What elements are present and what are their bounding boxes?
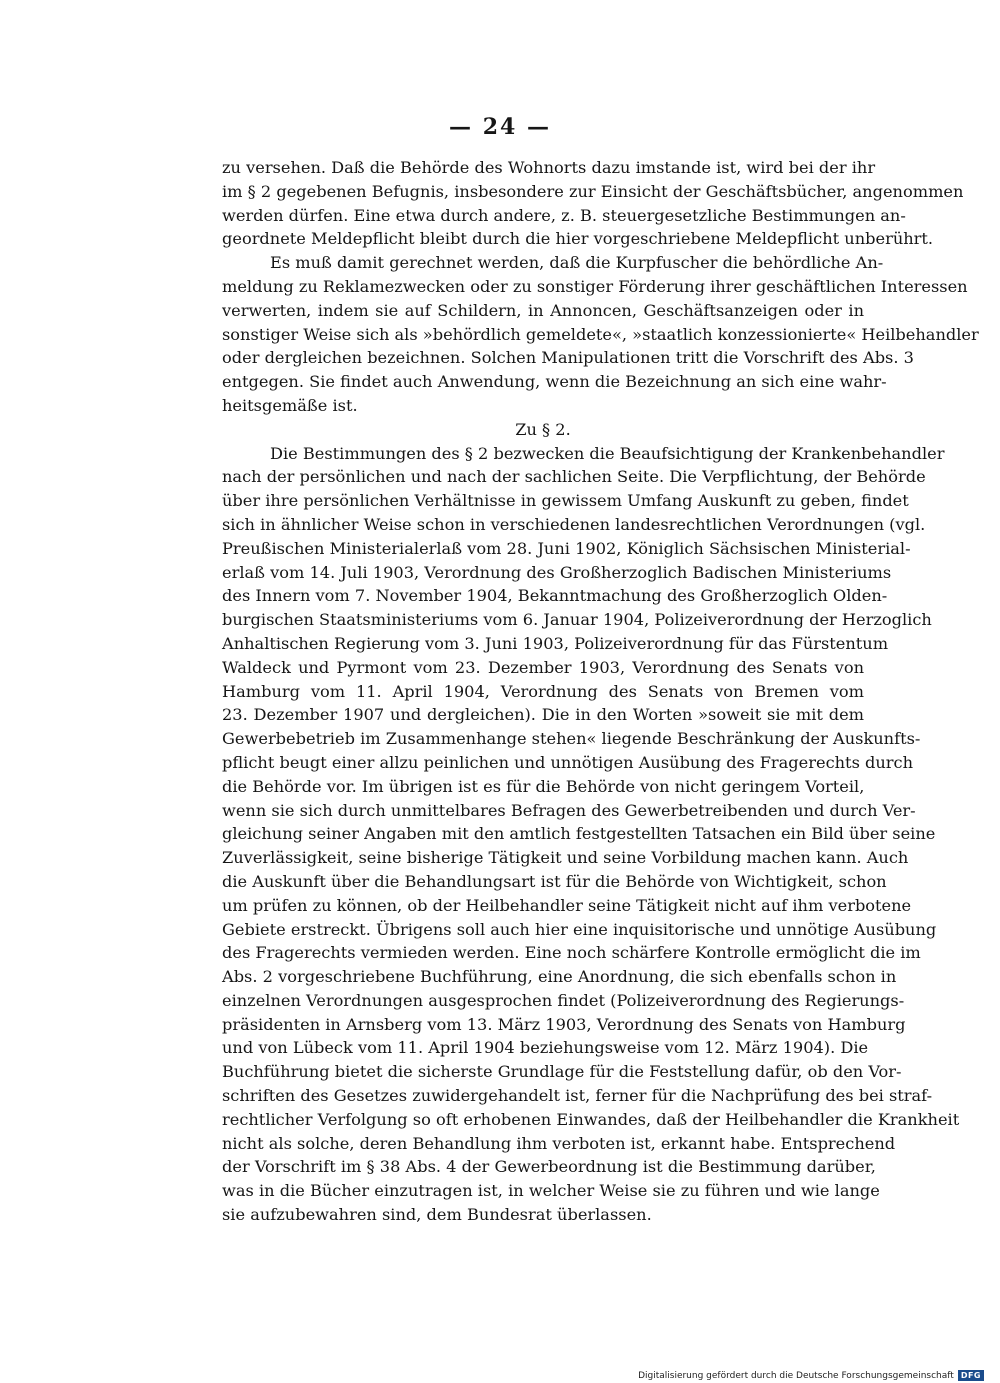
text-line: zu versehen. Daß die Behörde des Wohnorts dazu imstande ist, wird bei der ihr bbox=[222, 158, 876, 177]
text-line: über ihre persönlichen Verhältnisse in gewissem Umfang Auskunft zu geben, findet bbox=[222, 491, 909, 511]
text-line: nach der persönlichen und nach der sachlichen Seite. Die Verpflichtung, der Behörde bbox=[222, 467, 926, 487]
text-line: sich in ähnlicher Weise schon in verschiedenen landesrechtlichen Verordnungen (vgl. bbox=[222, 514, 926, 534]
text-line: Die Bestimmungen des § 2 bezwecken die Beaufsichtigung der Krankenbehandler bbox=[270, 443, 945, 463]
text-line: burgischen Staatsministeriums vom 6. Januar 1904, Polizeiverordnung der Herzoglich bbox=[222, 610, 932, 630]
text-line: Es muß damit gerechnet werden, daß die Kurpfuscher die behördliche An- bbox=[270, 253, 884, 273]
text-line: um prüfen zu können, ob der Heilbehandler seine Tätigkeit nicht auf ihm verbotene bbox=[222, 895, 912, 915]
text-line: Zuverlässigkeit, seine bisherige Tätigkeit und seine Vorbildung machen kann. Auch bbox=[222, 848, 909, 868]
text-line: was in die Bücher einzutragen ist, in welcher Weise sie zu führen und wie lange bbox=[222, 1181, 880, 1201]
text-line: schriften des Gesetzes zuwidergehandelt ist, ferner für die Nachprüfung des bei straf- bbox=[222, 1086, 933, 1106]
text-line: nicht als solche, deren Behandlung ihm verboten ist, erkannt habe. Entsprechend bbox=[222, 1133, 896, 1153]
text-line: des Fragerechts vermieden werden. Eine noch schärfere Kontrolle ermöglicht die im bbox=[222, 943, 921, 963]
text-line: und von Lübeck vom 11. April 1904 beziehungsweise vom 12. März 1904). Die bbox=[222, 1038, 869, 1058]
text-line: oder dergleichen bezeichnen. Solchen Manipulationen tritt die Vorschrift des Abs. 3 bbox=[222, 348, 914, 368]
section-heading: Zu § 2. bbox=[515, 419, 571, 439]
text-line: verwerten, indem sie auf Schildern, in Annoncen, Geschäftsanzeigen oder in bbox=[222, 300, 864, 320]
text-line: Gebiete erstreckt. Übrigens soll auch hier eine inquisitorische und unnötige Ausübung bbox=[222, 919, 937, 939]
text-line: rechtlicher Verfolgung so oft erhobenen Einwandes, daß der Heilbehandler die Krankheit bbox=[222, 1109, 960, 1129]
footer-credit: Digitalisierung gefördert durch die Deutsche Forschungsgemeinschaft bbox=[638, 1370, 954, 1381]
text-line: der Vorschrift im § 38 Abs. 4 der Gewerbeordnung ist die Bestimmung darüber, bbox=[222, 1157, 876, 1177]
body-text bbox=[222, 156, 979, 1227]
text-line: die Auskunft über die Behandlungsart ist für die Behörde von Wichtigkeit, schon bbox=[222, 871, 887, 891]
text-line: 23. Dezember 1907 und dergleichen). Die in den Worten »soweit sie mit dem bbox=[222, 705, 864, 725]
text-line: Gewerbebetrieb im Zusammenhange stehen« liegende Beschränkung der Auskunfts- bbox=[222, 729, 921, 749]
text-line: werden dürfen. Eine etwa durch andere, z. B. steuergesetzliche Bestimmungen an- bbox=[222, 205, 906, 225]
text-line: des Innern vom 7. November 1904, Bekanntmachung des Großherzoglich Olden- bbox=[222, 586, 888, 606]
text-line: sonstiger Weise sich als »behördlich gemeldete«, »staatlich konzessionierte« Heilbehandler bbox=[222, 324, 979, 344]
dfg-logo: DFG bbox=[958, 1370, 984, 1381]
text-line: Buchführung bietet die sicherste Grundlage für die Feststellung dafür, ob den Vor- bbox=[222, 1062, 902, 1082]
footer bbox=[638, 1370, 984, 1381]
text-line: meldung zu Reklamezwecken oder zu sonstiger Förderung ihrer geschäftlichen Interessen bbox=[222, 276, 968, 296]
text-line: Waldeck und Pyrmont vom 23. Dezember 1903, Verordnung des Senats von bbox=[222, 657, 864, 677]
text-line: geordnete Meldepflicht bleibt durch die hier vorgeschriebene Meldepflicht unberührt. bbox=[222, 229, 934, 249]
text-line: sie aufzubewahren sind, dem Bundesrat überlassen. bbox=[222, 1205, 652, 1225]
text-line: die Behörde vor. Im übrigen ist es für die Behörde von nicht geringem Vorteil, bbox=[222, 776, 865, 796]
text-line: erlaß vom 14. Juli 1903, Verordnung des Großherzoglich Badischen Ministeriums bbox=[222, 562, 892, 582]
text-line: heitsgemäße ist. bbox=[222, 395, 358, 415]
text-line: Abs. 2 vorgeschriebene Buchführung, eine Anordnung, die sich ebenfalls schon in bbox=[222, 967, 897, 987]
page-number: — 24 — bbox=[449, 114, 551, 140]
text-line: entgegen. Sie findet auch Anwendung, wenn die Bezeichnung an sich eine wahr- bbox=[222, 372, 887, 392]
text-line: im § 2 gegebenen Befugnis, insbesondere zur Einsicht der Geschäftsbücher, angenommen bbox=[222, 181, 964, 201]
text-line: Preußischen Ministerialerlaß vom 28. Juni 1902, Königlich Sächsischen Ministerial- bbox=[222, 538, 911, 558]
text-line: präsidenten in Arnsberg vom 13. März 1903, Verordnung des Senats von Hamburg bbox=[222, 1014, 906, 1034]
text-line: Anhaltischen Regierung vom 3. Juni 1903, Polizeiverordnung für das Fürstentum bbox=[222, 633, 889, 653]
text-line: wenn sie sich durch unmittelbares Befragen des Gewerbetreibenden und durch Ver- bbox=[222, 800, 916, 820]
text-line: einzelnen Verordnungen ausgesprochen findet (Polizeiverordnung des Regierungs- bbox=[222, 990, 905, 1010]
text-line: gleichung seiner Angaben mit den amtlich festgestellten Tatsachen ein Bild über seine bbox=[222, 824, 936, 844]
text-line: pflicht beugt einer allzu peinlichen und unnötigen Ausübung des Fragerechts durch bbox=[222, 752, 914, 772]
text-line: Hamburg vom 11. April 1904, Verordnung des Senats von Bremen vom bbox=[222, 681, 864, 701]
